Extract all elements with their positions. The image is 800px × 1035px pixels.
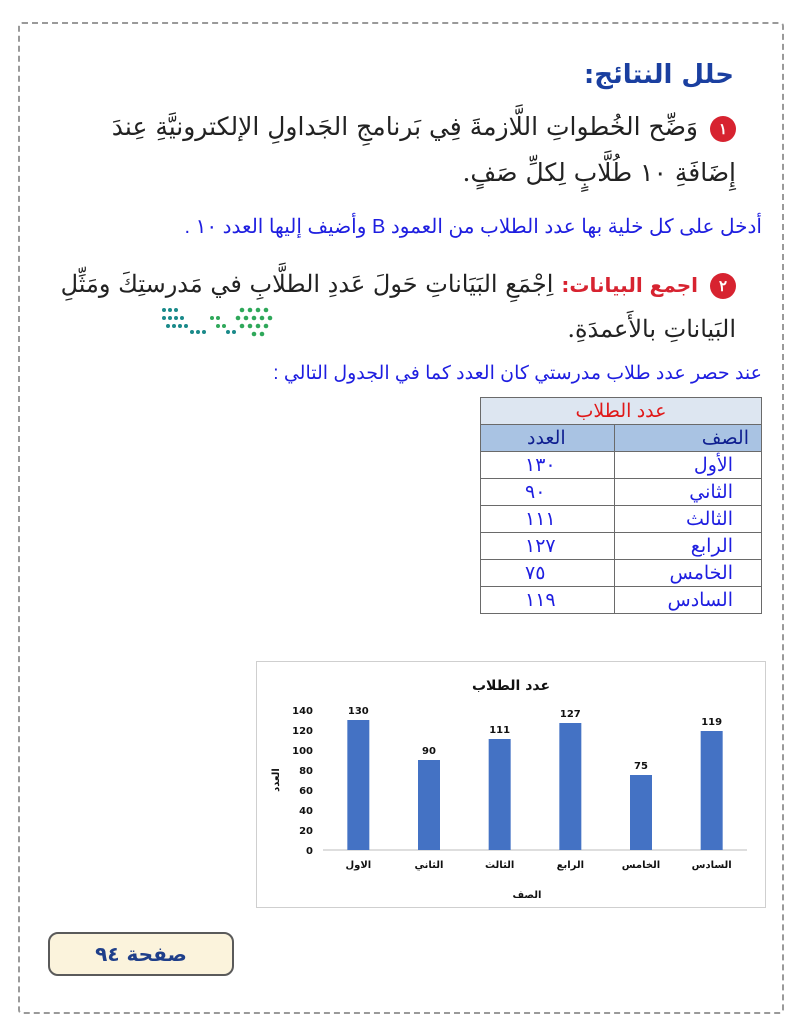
y-tick-label: 100 (292, 746, 313, 757)
question-2-tag: اجمع البيانات: (561, 273, 698, 297)
results-heading: حلل النتائج: (583, 60, 734, 90)
table-row (481, 560, 762, 587)
data-label: 127 (559, 709, 581, 720)
bar (418, 760, 440, 850)
y-tick-label: 60 (299, 786, 313, 797)
bar-chart-svg (257, 662, 765, 907)
chart-title: عدد الطلاب (471, 678, 551, 694)
y-tick-label: 40 (299, 806, 313, 817)
cell-grade: الخامس (615, 560, 762, 587)
header-count: العدد (481, 425, 615, 452)
table-title: عدد الطلاب (481, 398, 762, 425)
table-row (481, 533, 762, 560)
y-tick-label: 120 (292, 726, 313, 737)
data-label: 90 (422, 746, 436, 757)
bar (559, 723, 581, 850)
bar (489, 739, 511, 850)
y-tick-label: 0 (306, 846, 313, 857)
y-tick-label: 20 (299, 826, 313, 837)
answer-2: عند حصر عدد طلاب مدرستي كان العدد كما في الجدول التالي : (273, 363, 762, 384)
x-tick-label: الاول (345, 860, 372, 871)
cell-count: ٩٠ (481, 479, 615, 506)
cell-count: ١٣٠ (481, 452, 615, 479)
cell-grade: الثاني (615, 479, 762, 506)
question-1-text: وَضِّح الخُطواتِ اللَّازمةَ فِي بَرنامجِ الجَداولِ الإلكترونيَّةِ عِندَ إِضَافَةِ ١٠ طُلَّابٍ لِكلِّ صَفٍ. (111, 112, 736, 187)
x-axis-title: الصف (512, 890, 542, 901)
y-axis-title: العدد (271, 768, 282, 792)
question-2 (46, 262, 736, 351)
x-tick-label: السادس (691, 860, 732, 871)
cell-grade: الأول (615, 452, 762, 479)
bar-chart (256, 661, 766, 908)
data-label: 75 (634, 761, 648, 772)
cell-count: ١١٩ (481, 587, 615, 614)
table-row (481, 452, 762, 479)
cell-count: ١٢٧ (481, 533, 615, 560)
cell-grade: الثالث (615, 506, 762, 533)
students-table (480, 397, 762, 614)
x-tick-label: الخامس (621, 860, 661, 871)
y-tick-label: 140 (292, 706, 313, 717)
question-2-text: اِجْمَعِ البَيَاناتِ حَولَ عَددِ الطلَّابِ في مَدرستِكَ ومَثِّلِ البَياناتِ بالأَعمدَةِ. (60, 270, 736, 343)
data-label: 130 (347, 706, 369, 717)
cell-grade: السادس (615, 587, 762, 614)
ministry-logo-icon (158, 302, 278, 342)
page-number-badge: صفحة ٩٤ (48, 932, 234, 976)
table-row (481, 479, 762, 506)
cell-count: ٧٥ (481, 560, 615, 587)
step-number-2: ٢ (710, 273, 736, 299)
y-tick-label: 80 (299, 766, 313, 777)
answer-1: أدخل على كل خلية بها عدد الطلاب من العمود B وأضيف إليها العدد ١٠ . (184, 216, 762, 238)
table-row (481, 587, 762, 614)
step-number-1: ١ (710, 116, 736, 142)
data-label: 111 (489, 725, 511, 736)
table-row (481, 506, 762, 533)
x-tick-label: الثالث (484, 860, 515, 871)
question-1 (46, 104, 736, 196)
header-grade: الصف (615, 425, 762, 452)
bar (347, 720, 369, 850)
x-tick-label: الرابع (556, 860, 585, 871)
bar (630, 775, 652, 850)
cell-grade: الرابع (615, 533, 762, 560)
x-tick-label: الثاني (414, 860, 444, 871)
table-title-row (481, 398, 762, 425)
table-header-row (481, 425, 762, 452)
data-label: 119 (701, 717, 723, 728)
bar (701, 731, 723, 850)
cell-count: ١١١ (481, 506, 615, 533)
